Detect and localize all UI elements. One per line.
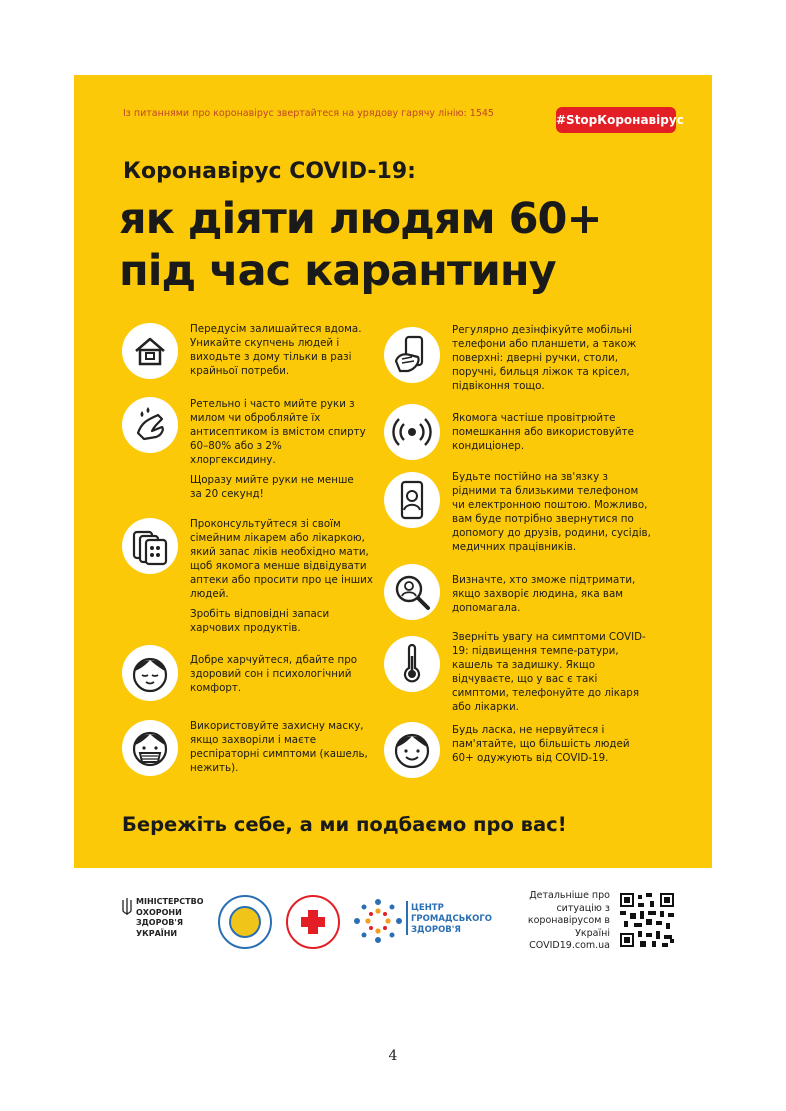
red-cross-icon [288, 897, 338, 947]
closing-slogan: Бережіть себе, а ми подбаємо про вас! [122, 813, 567, 836]
divider [406, 901, 408, 935]
public-health-center-text: ЦЕНТР ГРОМАДСЬКОГО ЗДОРОВ'Я [411, 903, 493, 935]
title-line1: Коронавірус COVID-19: [123, 159, 416, 184]
title-line3: під час карантину [119, 246, 556, 296]
ministry-logo-text: МІНІСТЕРСТВО ОХОРОНИ ЗДОРОВ'Я УКРАЇНИ [136, 897, 204, 938]
red-cross-logo [286, 895, 340, 949]
handwash-icon [122, 397, 178, 453]
house-icon [122, 323, 178, 379]
tip-text: Передусім залишайтеся вдома. Уникайте скупчень людей і виходьте з дому тільки в разі крайньої потреби. [190, 323, 362, 377]
tip-text: Щоразу мийте руки не менше за 20 секунд! [190, 474, 354, 500]
poster [74, 75, 712, 868]
main-title [119, 193, 601, 297]
calm-face-icon [122, 645, 178, 701]
tip-text: Регулярно дезінфікуйте мобільні телефони або планшети, а також поверхні: дверні ручки, столи, поручні, бильця ліжок та крісел, підвіконня тощо. [452, 324, 637, 392]
tip-text: Зробіть відповідні запаси харчових продуктів. [190, 608, 330, 634]
tip-text: Визначте, хто зможе підтримати, якщо захворіє людина, яка вам допомагала. [452, 574, 636, 614]
partner-emblem-icon [218, 895, 272, 949]
mask-face-icon [122, 720, 178, 776]
tip-text: Ретельно і часто мийте руки з милом чи обробляйте їх антисептиком із вмістом спирту 60–80% або з 2% хлоргексидину. [190, 398, 366, 466]
title-line2: як діяти людям 60+ [119, 194, 602, 244]
magnifier-person-icon [384, 564, 440, 620]
thermometer-icon [384, 636, 440, 692]
hotline-text: Із питаннями про коронавірус звертайтеся на урядову гарячу лінію: 1545 [123, 108, 494, 119]
page-number: 4 [388, 1048, 398, 1064]
qr-code-icon[interactable] [620, 893, 674, 947]
partner-logos [74, 885, 712, 965]
tip-text: Використовуйте захисну маску, якщо захворіли і маєте респіраторні симптоми (кашель, нежить). [190, 720, 368, 774]
tip-text: Якомога частіше провітрюйте помешкання або використовуйте кондиціонер. [452, 412, 634, 452]
tip-text: Добре харчуйтеся, дбайте про здоровий сон і психологічний комфорт. [190, 654, 358, 694]
tip-text: Проконсультуйтеся зі своїм сімейним лікарем або лікаркою, який запас ліків необхідно мати, щоб якомога менше відвідувати аптеки або просити про це інших людей. [190, 518, 373, 600]
public-health-center-icon [352, 897, 404, 945]
tip-text: Будьте постійно на зв'язку з рідними та близькими телефоном чи електронною поштою. Можливо, вам буде потрібно звернутися по допомогу до друзів, родини, сусідів, медичних працівників. [452, 471, 651, 553]
stop-coronavirus-tag: #StopКоронавірус [556, 107, 676, 133]
tip-text: Зверніть увагу на симптоми COVID-19: підвищення темпе-ратури, кашель та задишку. Якщо відчуваєте, що у вас є такі симптоми, телефонуйте до лікаря або лікарки. [452, 631, 646, 713]
phone-disinfect-icon [384, 327, 440, 383]
tip-text: Будь ласка, не нервуйтеся і пам'ятайте, що більшість людей 60+ одужують від COVID-19. [452, 724, 630, 764]
video-call-icon [384, 472, 440, 528]
trident-icon [122, 897, 132, 917]
ventilation-icon [384, 404, 440, 460]
pills-icon [122, 518, 178, 574]
smile-face-icon [384, 722, 440, 778]
more-info-text: Детальніше про ситуацію з коронавірусом в Україні COVID19.com.ua [527, 890, 610, 951]
